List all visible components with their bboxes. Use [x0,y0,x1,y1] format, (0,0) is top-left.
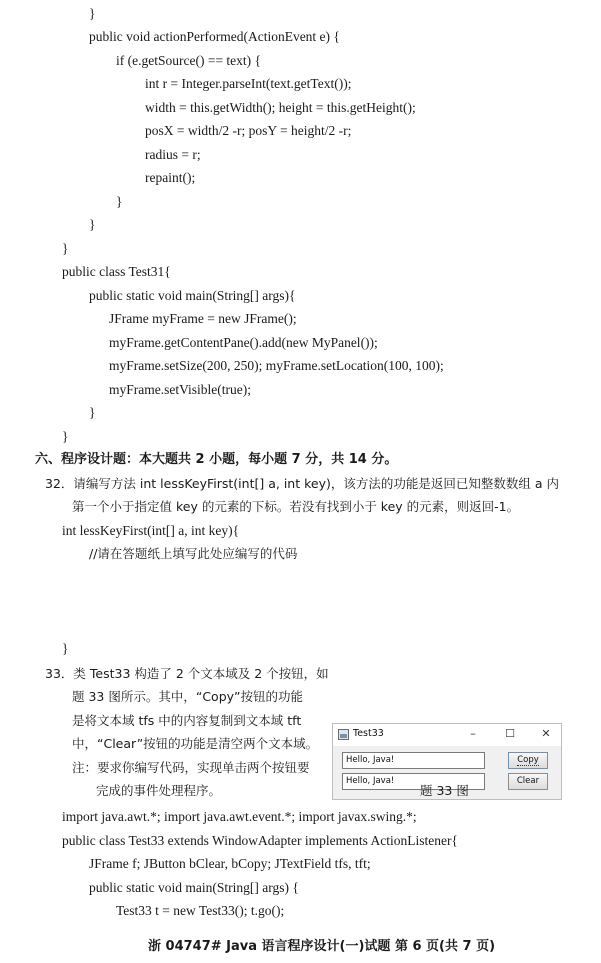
q32-text: 32．请编写方法 int lessKeyFirst(int[] a, int key)，该方法的功能是返回已知整数数组 a 内 [45,476,559,491]
code-line: posX = width/2 -r; posY = height/2 -r; [145,123,352,138]
code-line: width = this.getWidth(); height = this.getHeight(); [145,100,416,115]
clear-button-label: Clear [516,776,540,786]
q33-text: 33．类 Test33 构造了 2 个文本域及 2 个按钮，如 [45,666,329,681]
code-line: } [89,405,96,420]
q33-text: 注：要求你编写代码，实现单击两个按钮要 [72,760,310,775]
code-line: myFrame.setVisible(true); [109,382,252,397]
code-line: } [89,6,96,21]
code-line: public void actionPerformed(ActionEvent e) { [89,29,340,44]
q32-text: 第一个小于指定值 key 的元素的下标。若没有找到小于 key 的元素，则返回-1。 [72,499,520,514]
window-titlebar [333,724,561,746]
code-line: } [62,429,69,444]
code-line: public static void main(String[] args) { [89,880,299,895]
q32-signature: int lessKeyFirst(int[] a, int key){ [62,523,240,538]
code-line: int r = Integer.parseInt(text.getText()); [145,76,352,91]
code-line: } [116,194,123,209]
java-app-icon [338,729,349,740]
q32-close: } [62,641,69,656]
copy-button[interactable] [508,752,548,769]
code-line: JFrame myFrame = new JFrame(); [109,311,297,326]
minimize-icon[interactable]: – [470,727,476,740]
window-title: Test33 [353,728,384,739]
code-line: } [89,217,96,232]
copy-button-label: Copy [517,755,539,765]
clear-button[interactable] [508,773,548,790]
code-line: if (e.getSource() == text) { [116,53,262,68]
code-line: repaint(); [145,170,196,185]
code-line: public class Test31{ [62,264,171,279]
code-line: myFrame.setSize(200, 250); myFrame.setLocation(100, 100); [109,358,444,373]
code-line: myFrame.getContentPane().add(new MyPanel()); [109,335,378,350]
page-footer: 浙 04747# Java 语言程序设计(一)试题 第 6 页(共 7 页) [148,939,496,954]
q33-text: 完成的事件处理程序。 [96,783,222,798]
maximize-icon[interactable]: ☐ [505,727,515,740]
code-line: public class Test33 extends WindowAdapter implements ActionListener{ [62,833,458,848]
close-icon[interactable]: ✕ [541,727,551,740]
section-heading: 六、程序设计题：本大题共 2 小题，每小题 7 分，共 14 分。 [35,452,398,467]
q33-text: 题 33 图所示。其中，“Copy”按钮的功能 [72,689,304,704]
code-line: Test33 t = new Test33(); t.go(); [116,903,285,918]
tfs-text-field[interactable]: Hello, Java! [342,752,485,769]
q33-text: 中，“Clear”按钮的功能是清空两个文本域。 [72,736,319,751]
code-line: JFrame f; JButton bClear, bCopy; JTextField tfs, tft; [89,856,371,871]
q33-text: 是将文本域 tfs 中的内容复制到文本域 tft [72,713,302,728]
code-line: import java.awt.*; import java.awt.event.*; import javax.swing.*; [62,809,417,824]
code-line: public static void main(String[] args){ [89,288,296,303]
tft-text-field[interactable]: Hello, Java! [342,773,485,790]
q32-comment: //请在答题纸上填写此处应编写的代码 [89,546,298,561]
code-line: } [62,241,69,256]
code-line: radius = r; [145,147,201,162]
figure-caption: 题 33 图 [420,783,469,798]
